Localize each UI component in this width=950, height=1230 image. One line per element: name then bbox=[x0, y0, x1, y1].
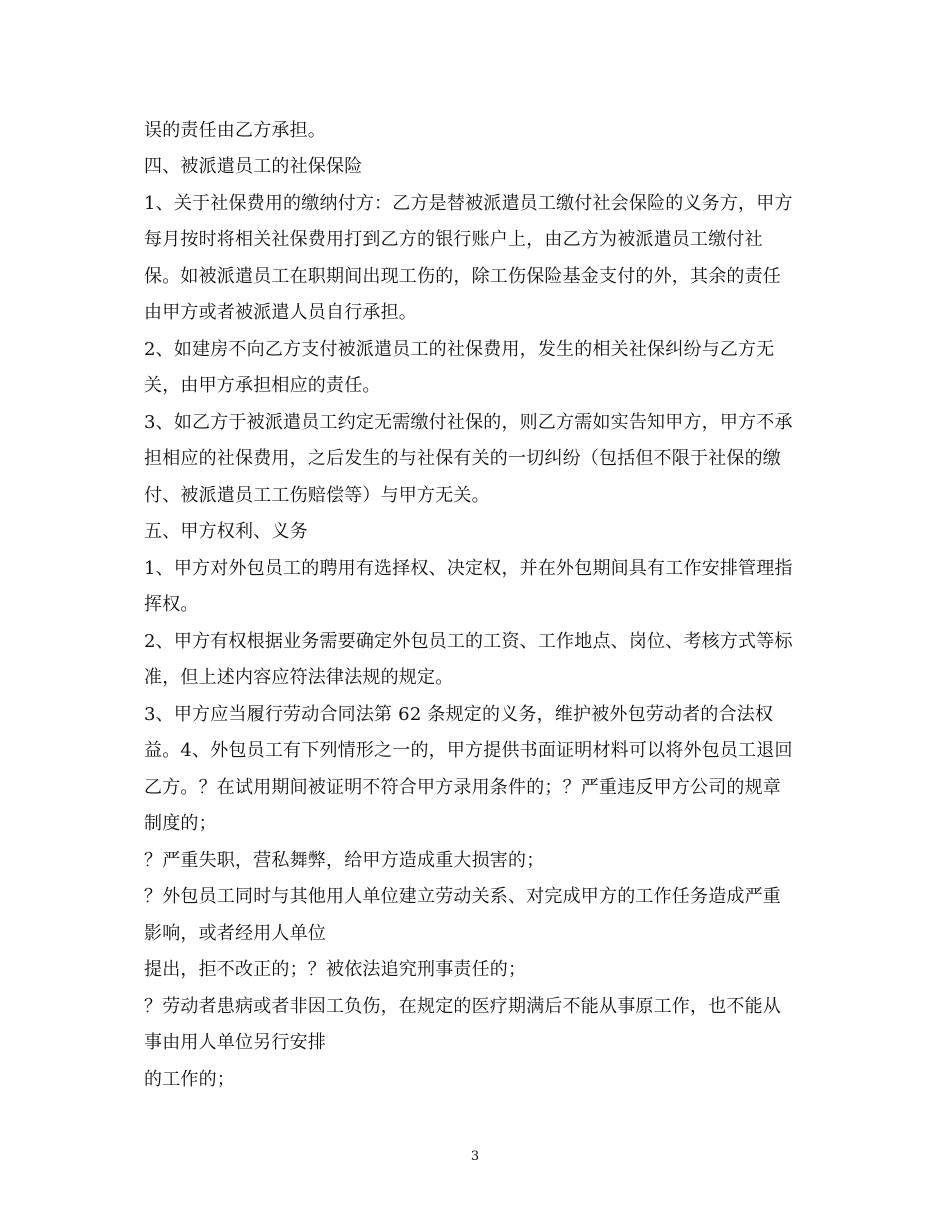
text-line: 1、关于社保费用的缴纳付方：乙方是替被派遣员工缴付社会保险的义务方，甲方 bbox=[144, 193, 793, 214]
text-line: 事由用人单位另行安排 bbox=[144, 1032, 326, 1053]
text-line: 挥权。 bbox=[144, 594, 199, 615]
page-number: 3 bbox=[470, 1149, 480, 1164]
text-line: 由甲方或者被派遣人员自行承担。 bbox=[144, 302, 417, 323]
text-line: 准，但上述内容应符法律法规的规定。 bbox=[144, 667, 454, 688]
text-line: 保。如被派遣员工在职期间出现工伤的，除工伤保险基金支付的外，其余的责任 bbox=[144, 266, 781, 287]
text-line: 影响，或者经用人单位 bbox=[144, 923, 326, 944]
text-line: 付、被派遣员工工伤赔偿等）与甲方无关。 bbox=[144, 485, 490, 506]
text-line: 提出，拒不改正的；？被依法追究刑事责任的； bbox=[144, 959, 527, 980]
text-line: ？外包员工同时与其他用人单位建立劳动关系、对完成甲方的工作任务造成严重 bbox=[144, 886, 781, 907]
text-line: 1、甲方对外包员工的聘用有选择权、决定权，并在外包期间具有工作安排管理指 bbox=[144, 558, 793, 579]
text-line: 乙方。？在试用期间被证明不符合甲方录用条件的；？严重违反甲方公司的规章 bbox=[144, 777, 781, 798]
text-line: 3、甲方应当履行劳动合同法第 62 条规定的义务，维护被外包劳动者的合法权 bbox=[144, 704, 774, 725]
text-line: 的工作的； bbox=[144, 1069, 235, 1090]
section-heading: 五、甲方权利、义务 bbox=[144, 521, 308, 542]
text-line: 2、如建房不向乙方支付被派遣员工的社保费用，发生的相关社保纠纷与乙方无 bbox=[144, 339, 775, 360]
text-line: 制度的； bbox=[144, 813, 217, 834]
text-line: 每月按时将相关社保费用打到乙方的银行账户上，由乙方为被派遣员工缴付社 bbox=[144, 229, 763, 250]
text-line: ？劳动者患病或者非因工负伤，在规定的医疗期满后不能从事原工作，也不能从 bbox=[144, 996, 781, 1017]
text-line: ？严重失职，营私舞弊，给甲方造成重大损害的； bbox=[144, 850, 545, 871]
text-line: 关，由甲方承担相应的责任。 bbox=[144, 375, 381, 396]
section-heading: 四、被派遣员工的社保保险 bbox=[144, 156, 363, 177]
text-line: 3、如乙方于被派遣员工约定无需缴付社保的，则乙方需如实告知甲方，甲方不承 bbox=[144, 412, 793, 433]
text-line: 误的责任由乙方承担。 bbox=[144, 120, 326, 141]
text-line: 2、甲方有权根据业务需要确定外包员工的工资、工作地点、岗位、考核方式等标 bbox=[144, 631, 793, 652]
text-line: 益。4、外包员工有下列情形之一的，甲方提供书面证明材料可以将外包员工退回 bbox=[144, 740, 793, 761]
text-line: 担相应的社保费用，之后发生的与社保有关的一切纠纷（包括但不限于社保的缴 bbox=[144, 448, 781, 469]
